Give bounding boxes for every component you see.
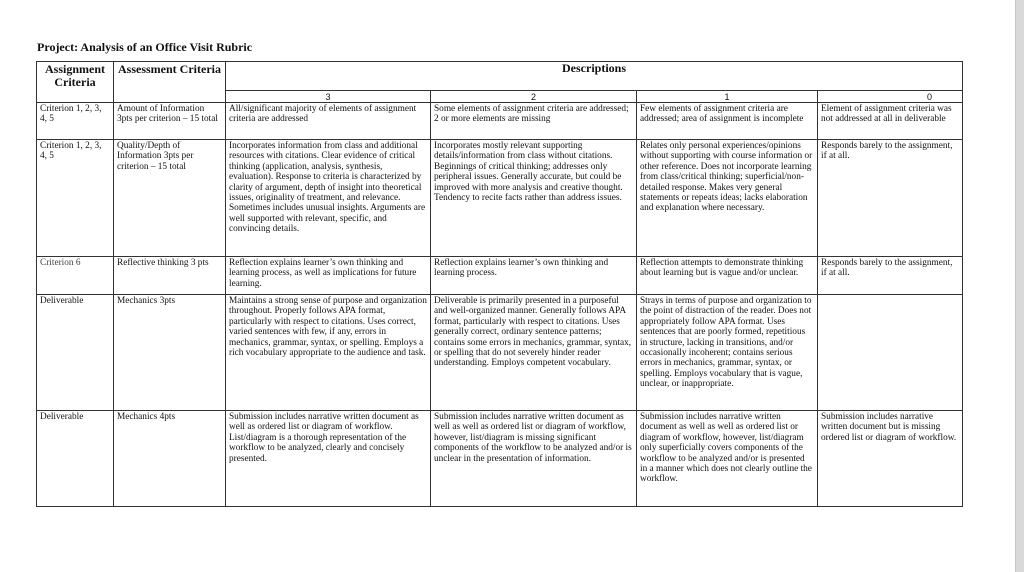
table-row bbox=[37, 295, 963, 411]
criterion-cell: Deliverable bbox=[37, 295, 114, 411]
description-2-cell: Some elements of assignment criteria are addressed; 2 or more elements are missing bbox=[431, 103, 637, 140]
description-3-cell: Maintains a strong sense of purpose and organization throughout. Properly follows APA format, particularly with respect to citations. Uses correct, varied sentences with few, if any, errors in mechanics, grammar, syntax, or spelling. Employs a rich vocabulary appropriate to the audience and task. bbox=[226, 295, 431, 411]
table-row bbox=[37, 140, 963, 257]
description-1-cell: Strays in terms of purpose and organization to the point of distraction of the reader. Does not appropriately follow APA format. Uses sentences that are poorly formed, repetitious in structure, lacking in transitions, and/or occasionally incoherent; contains serious errors in mechanics, grammar, syntax, or spelling. Employs vocabulary that is vague, unclear, or inappropriate. bbox=[637, 295, 818, 411]
description-1-cell: Reflection attempts to demonstrate thinking about learning but is vague and/or unclear. bbox=[637, 257, 818, 295]
assessment-cell: Mechanics 4pts bbox=[114, 411, 226, 507]
criterion-cell: Criterion 6 bbox=[37, 257, 114, 295]
assessment-cell: Amount of Information 3pts per criterion – 15 total bbox=[114, 103, 226, 140]
score-0: 0 bbox=[818, 91, 963, 103]
description-2-cell: Deliverable is primarily presented in a purposeful and well-organized manner. Generally follows APA format, particularly with respect to citations. Uses generally correct, ordinary sentence patterns; contains some errors in mechanics, grammar, syntax, or spelling that do not severely hinder reader understanding. Employs competent vocabulary. bbox=[431, 295, 637, 411]
header-assessment-criteria: Assessment Criteria bbox=[114, 62, 226, 103]
criterion-cell: Criterion 1, 2, 3, 4, 5 bbox=[37, 140, 114, 257]
description-1-cell: Few elements of assignment criteria are addressed; area of assignment is incomplete bbox=[637, 103, 818, 140]
description-0-cell: Responds barely to the assignment, if at all. bbox=[818, 140, 963, 257]
page-title: Project: Analysis of an Office Visit Rubric bbox=[37, 40, 253, 54]
rubric-table bbox=[36, 61, 963, 507]
description-3-cell: Reflection explains learner’s own thinking and learning process, as well as implications for future learning. bbox=[226, 257, 431, 295]
description-3-cell: Incorporates information from class and additional resources with citations. Clear evidence of critical thinking (application, analysis, synthesis, evaluation). Response to criteria is characterized by clarity of argument, depth of insight into theoretical issues, originality of treatment, and relevance. Sometimes includes unusual insights. Arguments are well supported with relevant, specific, and convincing details. bbox=[226, 140, 431, 257]
description-2-cell: Reflection explains learner’s own thinking and learning process. bbox=[431, 257, 637, 295]
score-3: 3 bbox=[226, 91, 431, 103]
description-0-cell: Submission includes narrative written document but is missing ordered list or diagram of workflow. bbox=[818, 411, 963, 507]
table-row bbox=[37, 257, 963, 295]
description-3-cell: Submission includes narrative written document as well as ordered list or diagram of workflow. List/diagram is a thorough representation of the workflow to be analyzed, clearly and concisely presented. bbox=[226, 411, 431, 507]
table-row bbox=[37, 411, 963, 507]
criterion-cell: Criterion 1, 2, 3, 4, 5 bbox=[37, 103, 114, 140]
description-1-cell: Submission includes narrative written document as well as well as ordered list or diagram of workflow, however, list/diagram only superficially covers components of the workflow to be analyzed and/or is presented in a manner which does not clearly outline the workflow. bbox=[637, 411, 818, 507]
window-edge bbox=[1015, 0, 1024, 572]
description-0-cell: Element of assignment criteria was not addressed at all in deliverable bbox=[818, 103, 963, 140]
header-row bbox=[37, 62, 963, 91]
description-3-cell: All/significant majority of elements of assignment criteria are addressed bbox=[226, 103, 431, 140]
assessment-cell: Mechanics 3pts bbox=[114, 295, 226, 411]
score-1: 1 bbox=[637, 91, 818, 103]
table-row bbox=[37, 103, 963, 140]
assessment-cell: Reflective thinking 3 pts bbox=[114, 257, 226, 295]
description-1-cell: Relates only personal experiences/opinions without supporting with course information or other reference. Does not incorporate learning from class/critical thinking; superficial/non-detailed response. Makes very general statements or repeats ideas; lacks elaboration and explanation where necessary. bbox=[637, 140, 818, 257]
criterion-cell: Deliverable bbox=[37, 411, 114, 507]
description-2-cell: Submission includes narrative written document as well as well as ordered list or diagram of workflow, however, list/diagram is missing significant components of the workflow to be analyzed and/or is unclear in the presentation of information. bbox=[431, 411, 637, 507]
score-2: 2 bbox=[431, 91, 637, 103]
assessment-cell: Quality/Depth of Information 3pts per criterion – 15 total bbox=[114, 140, 226, 257]
description-0-cell: Responds barely to the assignment, if at all. bbox=[818, 257, 963, 295]
header-descriptions: Descriptions bbox=[226, 62, 963, 91]
description-0-cell bbox=[818, 295, 963, 411]
header-assignment-criteria: Assignment Criteria bbox=[37, 62, 114, 103]
description-2-cell: Incorporates mostly relevant supporting details/information from class without citations. Beginnings of critical thinking; addresses only peripheral issues. Generally accurate, but could be improved with more analysis and creative thought. Tendency to recite facts rather than address issues. bbox=[431, 140, 637, 257]
